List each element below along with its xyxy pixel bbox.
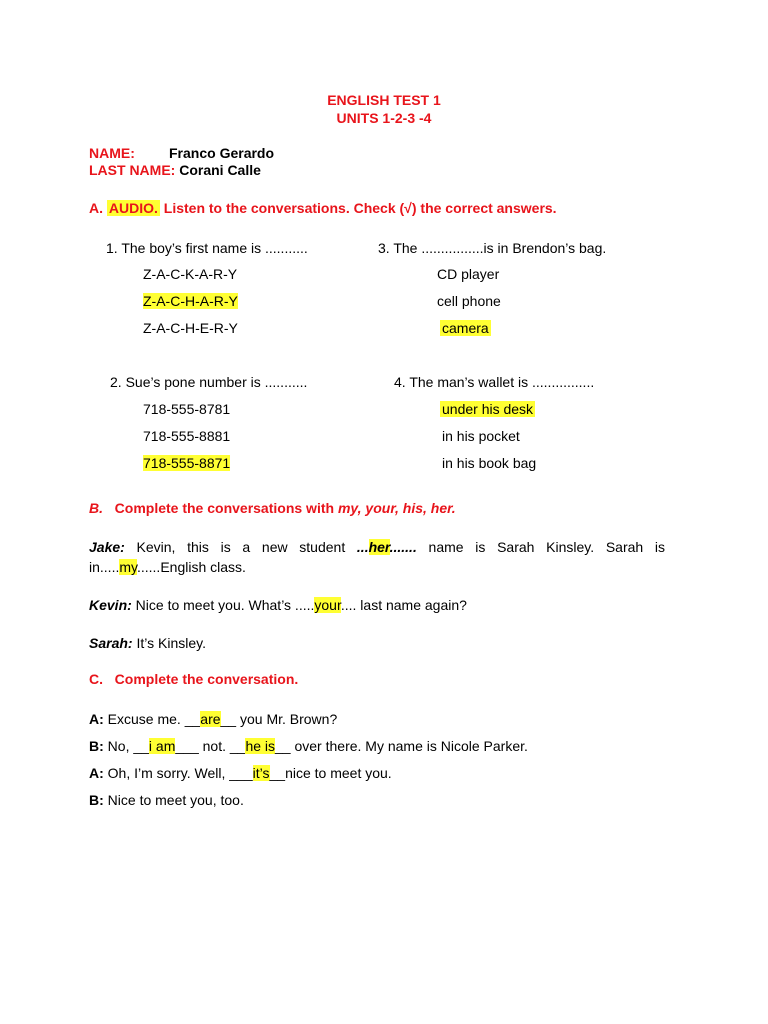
section-b-letter: B. [89, 500, 103, 516]
kevin-text-2: .... last name again? [340, 597, 467, 613]
q2-option-3: 718-555-8871 [143, 455, 231, 471]
q4-prompt: 4. The man’s wallet is ................ [394, 374, 595, 390]
jake-answer-1: her [368, 539, 390, 555]
conv-3-speaker: A: [89, 765, 104, 781]
last-name-label: LAST NAME: [89, 162, 176, 178]
conv-3-text-1: Oh, I’m sorry. Well, ___ [103, 765, 253, 781]
jake-pre-dots: ... [356, 539, 369, 555]
kevin-line [89, 595, 665, 615]
sarah-speaker: Sarah: [89, 635, 133, 651]
q3-option-2: cell phone [437, 293, 501, 309]
conv-2-answer-2: he is [245, 738, 276, 754]
conv-line-2 [89, 736, 665, 756]
q2-option-2: 718-555-8881 [143, 428, 231, 444]
conv-line-1 [89, 709, 665, 729]
conv-1-speaker: A: [89, 711, 104, 727]
kevin-speaker: Kevin: [89, 597, 132, 613]
jake-text-2: name is Sarah Kinsley. Sarah is in..... [89, 539, 665, 575]
conv-line-3 [89, 763, 665, 783]
q3-prompt: 3. The ................is in Brendon’s bag. [378, 240, 607, 256]
name-value: Franco Gerardo [169, 145, 275, 161]
jake-paragraph [89, 537, 665, 577]
conv-line-4 [89, 790, 665, 810]
conv-1-text-2: __ you Mr. Brown? [220, 711, 338, 727]
section-c-heading [89, 671, 298, 687]
q4-option-3: in his book bag [442, 455, 537, 471]
q1-option-2: Z-A-C-H-A-R-Y [143, 293, 238, 309]
section-c-instruction: Complete the conversation. [114, 671, 299, 687]
conv-3-answer: it’s [252, 765, 270, 781]
section-b-heading [89, 500, 456, 516]
q4-option-1: under his desk [442, 401, 534, 417]
test-title: ENGLISH TEST 1 [327, 92, 441, 108]
conv-2-speaker: B: [89, 738, 104, 754]
q3-option-1: CD player [437, 266, 500, 282]
section-a-letter: A. [89, 200, 103, 216]
section-a-instruction: Listen to the conversations. Check (√) the correct answers. [163, 200, 557, 216]
conv-2-text-2: ___ not. __ [175, 738, 246, 754]
conv-3-text-2: __nice to meet you. [269, 765, 392, 781]
sarah-line [89, 633, 665, 653]
jake-text-1: Kevin, this is a new student [124, 539, 357, 555]
conv-1-answer: are [200, 711, 221, 727]
section-a-heading [89, 200, 557, 216]
q4-option-2: in his pocket [442, 428, 520, 444]
kevin-text-1: Nice to meet you. What’s ..... [131, 597, 315, 613]
q1-prompt: 1. The boy’s first name is ........... [106, 240, 308, 256]
test-units: UNITS 1-2-3 -4 [336, 110, 432, 126]
conv-2-text-1: No, __ [103, 738, 149, 754]
q1-option-1: Z-A-C-K-A-R-Y [143, 266, 238, 282]
q2-option-1: 718-555-8781 [143, 401, 231, 417]
q3-option-3: camera [442, 320, 489, 336]
conv-2-text-3: __ over there. My name is Nicole Parker. [275, 738, 528, 754]
section-a-audio: AUDIO. [108, 200, 158, 216]
sarah-text: It’s Kinsley. [132, 635, 206, 651]
jake-speaker: Jake: [89, 539, 125, 555]
jake-post-dots: ....... [389, 539, 417, 555]
section-b-words: my, your, his, her. [337, 500, 456, 516]
last-name-value: Corani Calle [179, 162, 261, 178]
name-label: NAME: [89, 145, 135, 161]
conv-1-text-1: Excuse me. __ [103, 711, 201, 727]
section-b-instruction: Complete the conversations with [114, 500, 335, 516]
jake-answer-2: my [119, 559, 137, 575]
jake-text-3: ......English class. [136, 559, 246, 575]
q2-prompt: 2. Sue’s pone number is ........... [110, 374, 308, 390]
q1-option-3: Z-A-C-H-E-R-Y [143, 320, 238, 336]
last-name-row [89, 162, 261, 178]
section-c-letter: C. [89, 671, 103, 687]
kevin-answer: your [314, 597, 341, 613]
conv-2-answer-1: i am [148, 738, 176, 754]
conv-4-speaker: B: [89, 792, 104, 808]
conv-4-text-1: Nice to meet you, too. [103, 792, 244, 808]
